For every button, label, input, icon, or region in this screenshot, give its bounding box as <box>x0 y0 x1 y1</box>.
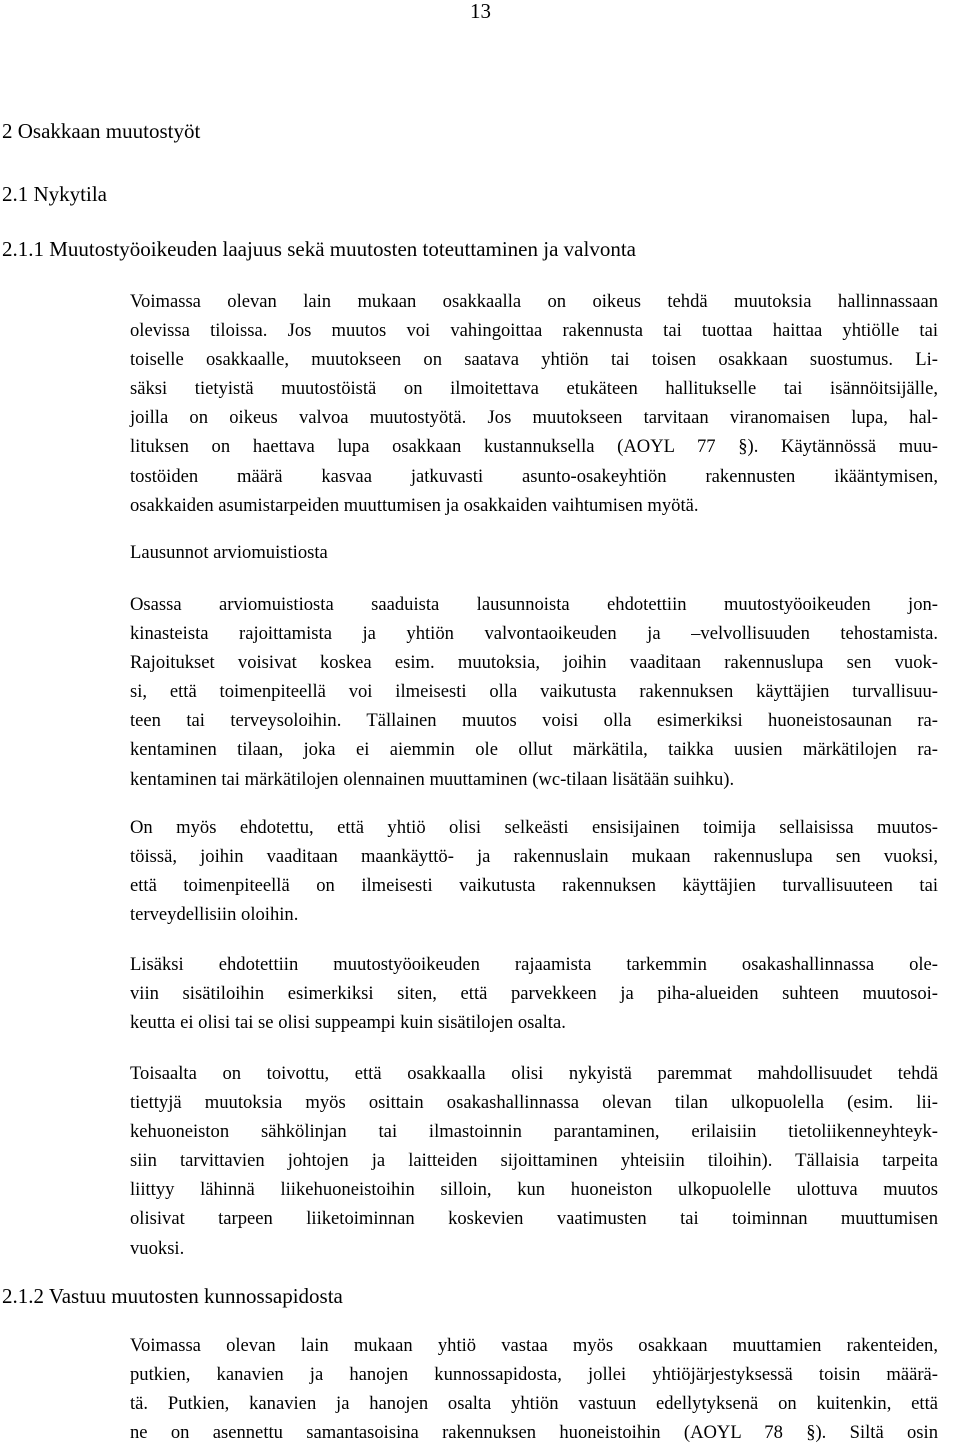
text-line: vuoksi. <box>130 1237 185 1259</box>
text-line: olevissa tiloissa. Jos muutos voi vahingoittaa rakennusta tai tuottaa haittaa yhtiölle tai <box>130 320 938 342</box>
text-line: teen tai terveysoloihin. Tällainen muutos voisi olla esimerkiksi huoneistosaunan ra- <box>130 710 938 732</box>
paragraph-statements <box>130 590 938 794</box>
text-line: toiselle osakkaalle, muutokseen on saatava yhtiön tai toisen osakkaan suostumus. Li- <box>130 349 938 371</box>
text-line: osakkaiden asumistarpeiden muuttumisen ja osakkaiden vaihtumisen myötä. <box>130 494 699 516</box>
text-line: tiettyjä muutoksia myös osittain osakashallinnassa olevan tilan ulkopuolella (esim. lii- <box>130 1092 938 1114</box>
subheading-lausunnot: Lausunnot arviomuistiosta <box>130 542 328 563</box>
paragraph-restriction <box>130 950 938 1037</box>
text-line: kinasteista rajoittamista ja yhtiön valvontaoikeuden ja –velvollisuuden tehostamista. <box>130 623 938 645</box>
text-line: joilla on oikeus valvoa muutostyötä. Jos muutokseen tarvitaan viranomaisen lupa, hal- <box>130 407 938 429</box>
text-line: liittyy lähinnä liikehuoneistoihin silloin, kun huoneiston ulkopuolelle ulottuva muutos <box>130 1179 938 1201</box>
text-line: että toimenpiteellä on ilmeisesti vaikutusta rakennuksen käyttäjien turvallisuuteen tai <box>130 875 938 897</box>
text-line: töissä, joihin vaaditaan maankäyttö- ja rakennuslain mukaan rakennuslupa sen vuoksi, <box>130 846 938 868</box>
heading-2-1-2: 2.1.2 Vastuu muutosten kunnossapidosta <box>2 1284 343 1308</box>
page-number: 13 <box>470 0 491 23</box>
text-line: ne on asennettu samantasoisina rakennuksen huoneistoihin (AOYL 78 §). Siltä osin <box>130 1422 938 1444</box>
text-line: Toisaalta on toivottu, että osakkaalla olisi nykyistä paremmat mahdollisuudet tehdä <box>130 1063 938 1084</box>
paragraph-other-view <box>130 1059 938 1263</box>
heading-2-1: 2.1 Nykytila <box>2 182 107 206</box>
text-line: tostöiden määrä kasvaa jatkuvasti asunto-osakeyhtiön rakennusten ikääntymisen, <box>130 465 938 487</box>
heading-2: 2 Osakkaan muutostyöt <box>2 119 201 143</box>
paragraph-current-law <box>130 287 938 520</box>
text-line: Lisäksi ehdotettiin muutostyöoikeuden rajaamista tarkemmin osakashallinnassa ole- <box>130 954 938 975</box>
paragraph-maintenance <box>130 1331 938 1447</box>
text-line: keutta ei olisi tai se olisi suppeampi kuin sisätilojen osalta. <box>130 1012 566 1034</box>
text-line: säksi tietyistä muutostöistä on ilmoitettava etukäteen hallitukselle tai isännöitsijälle, <box>130 378 938 400</box>
text-line: Rajoitukset voisivat koskea esim. muutoksia, joihin vaaditaan rakennuslupa sen vuok- <box>130 652 938 674</box>
text-line: viin sisätiloihin esimerkiksi siten, että parvekkeen ja piha-alueiden suhteen muutosoi- <box>130 983 938 1005</box>
text-line: olisivat tarpeen liiketoiminnan koskevien vaatimusten tai toiminnan muuttumisen <box>130 1208 938 1230</box>
text-line: tä. Putkien, kanavien ja hanojen osalta yhtiön vastuun edellytyksenä on kuitenkin, että <box>130 1393 938 1415</box>
text-line: siin tarvittavien johtojen ja laitteiden sijoittaminen yhteisiin tiloihin). Tällaisia tarpeita <box>130 1150 938 1172</box>
text-line: lituksen on haettava lupa osakkaan kustannuksella (AOYL 77 §). Käytännössä muu- <box>130 436 938 458</box>
text-line: kehuoneiston sähkölinjan tai ilmastoinnin parantaminen, erilaisiin tietoliikenneyhteyk- <box>130 1121 938 1143</box>
paragraph-company-actor <box>130 813 938 929</box>
text-line: Osassa arviomuistiosta saaduista lausunnoista ehdotettiin muutostyöoikeuden jon- <box>130 594 938 615</box>
text-line: si, että toimenpiteellä voi ilmeisesti olla vaikutusta rakennuksen käyttäjien turvallisuu- <box>130 681 938 703</box>
text-line: Voimassa olevan lain mukaan yhtiö vastaa myös osakkaan muuttamien rakenteiden, <box>130 1335 938 1356</box>
heading-2-1-1: 2.1.1 Muutostyöoikeuden laajuus sekä muutosten toteuttaminen ja valvonta <box>2 237 636 261</box>
text-line: terveydellisiin oloihin. <box>130 904 299 926</box>
text-line: On myös ehdotettu, että yhtiö olisi selkeästi ensisijainen toimija sellaisissa muutos- <box>130 817 938 838</box>
text-line: kentaminen tai märkätilojen olennainen muuttaminen (wc-tilaan lisätään suihku). <box>130 768 735 790</box>
text-line: Voimassa olevan lain mukaan osakkaalla on oikeus tehdä muutoksia hallinnassaan <box>130 291 938 312</box>
text-line: putkien, kanavien ja hanojen kunnossapidosta, jollei yhtiöjärjestyksessä toisin määrä- <box>130 1364 938 1386</box>
text-line: kentaminen tilaan, joka ei aiemmin ole ollut märkätila, taikka uusien märkätilojen ra- <box>130 739 938 761</box>
